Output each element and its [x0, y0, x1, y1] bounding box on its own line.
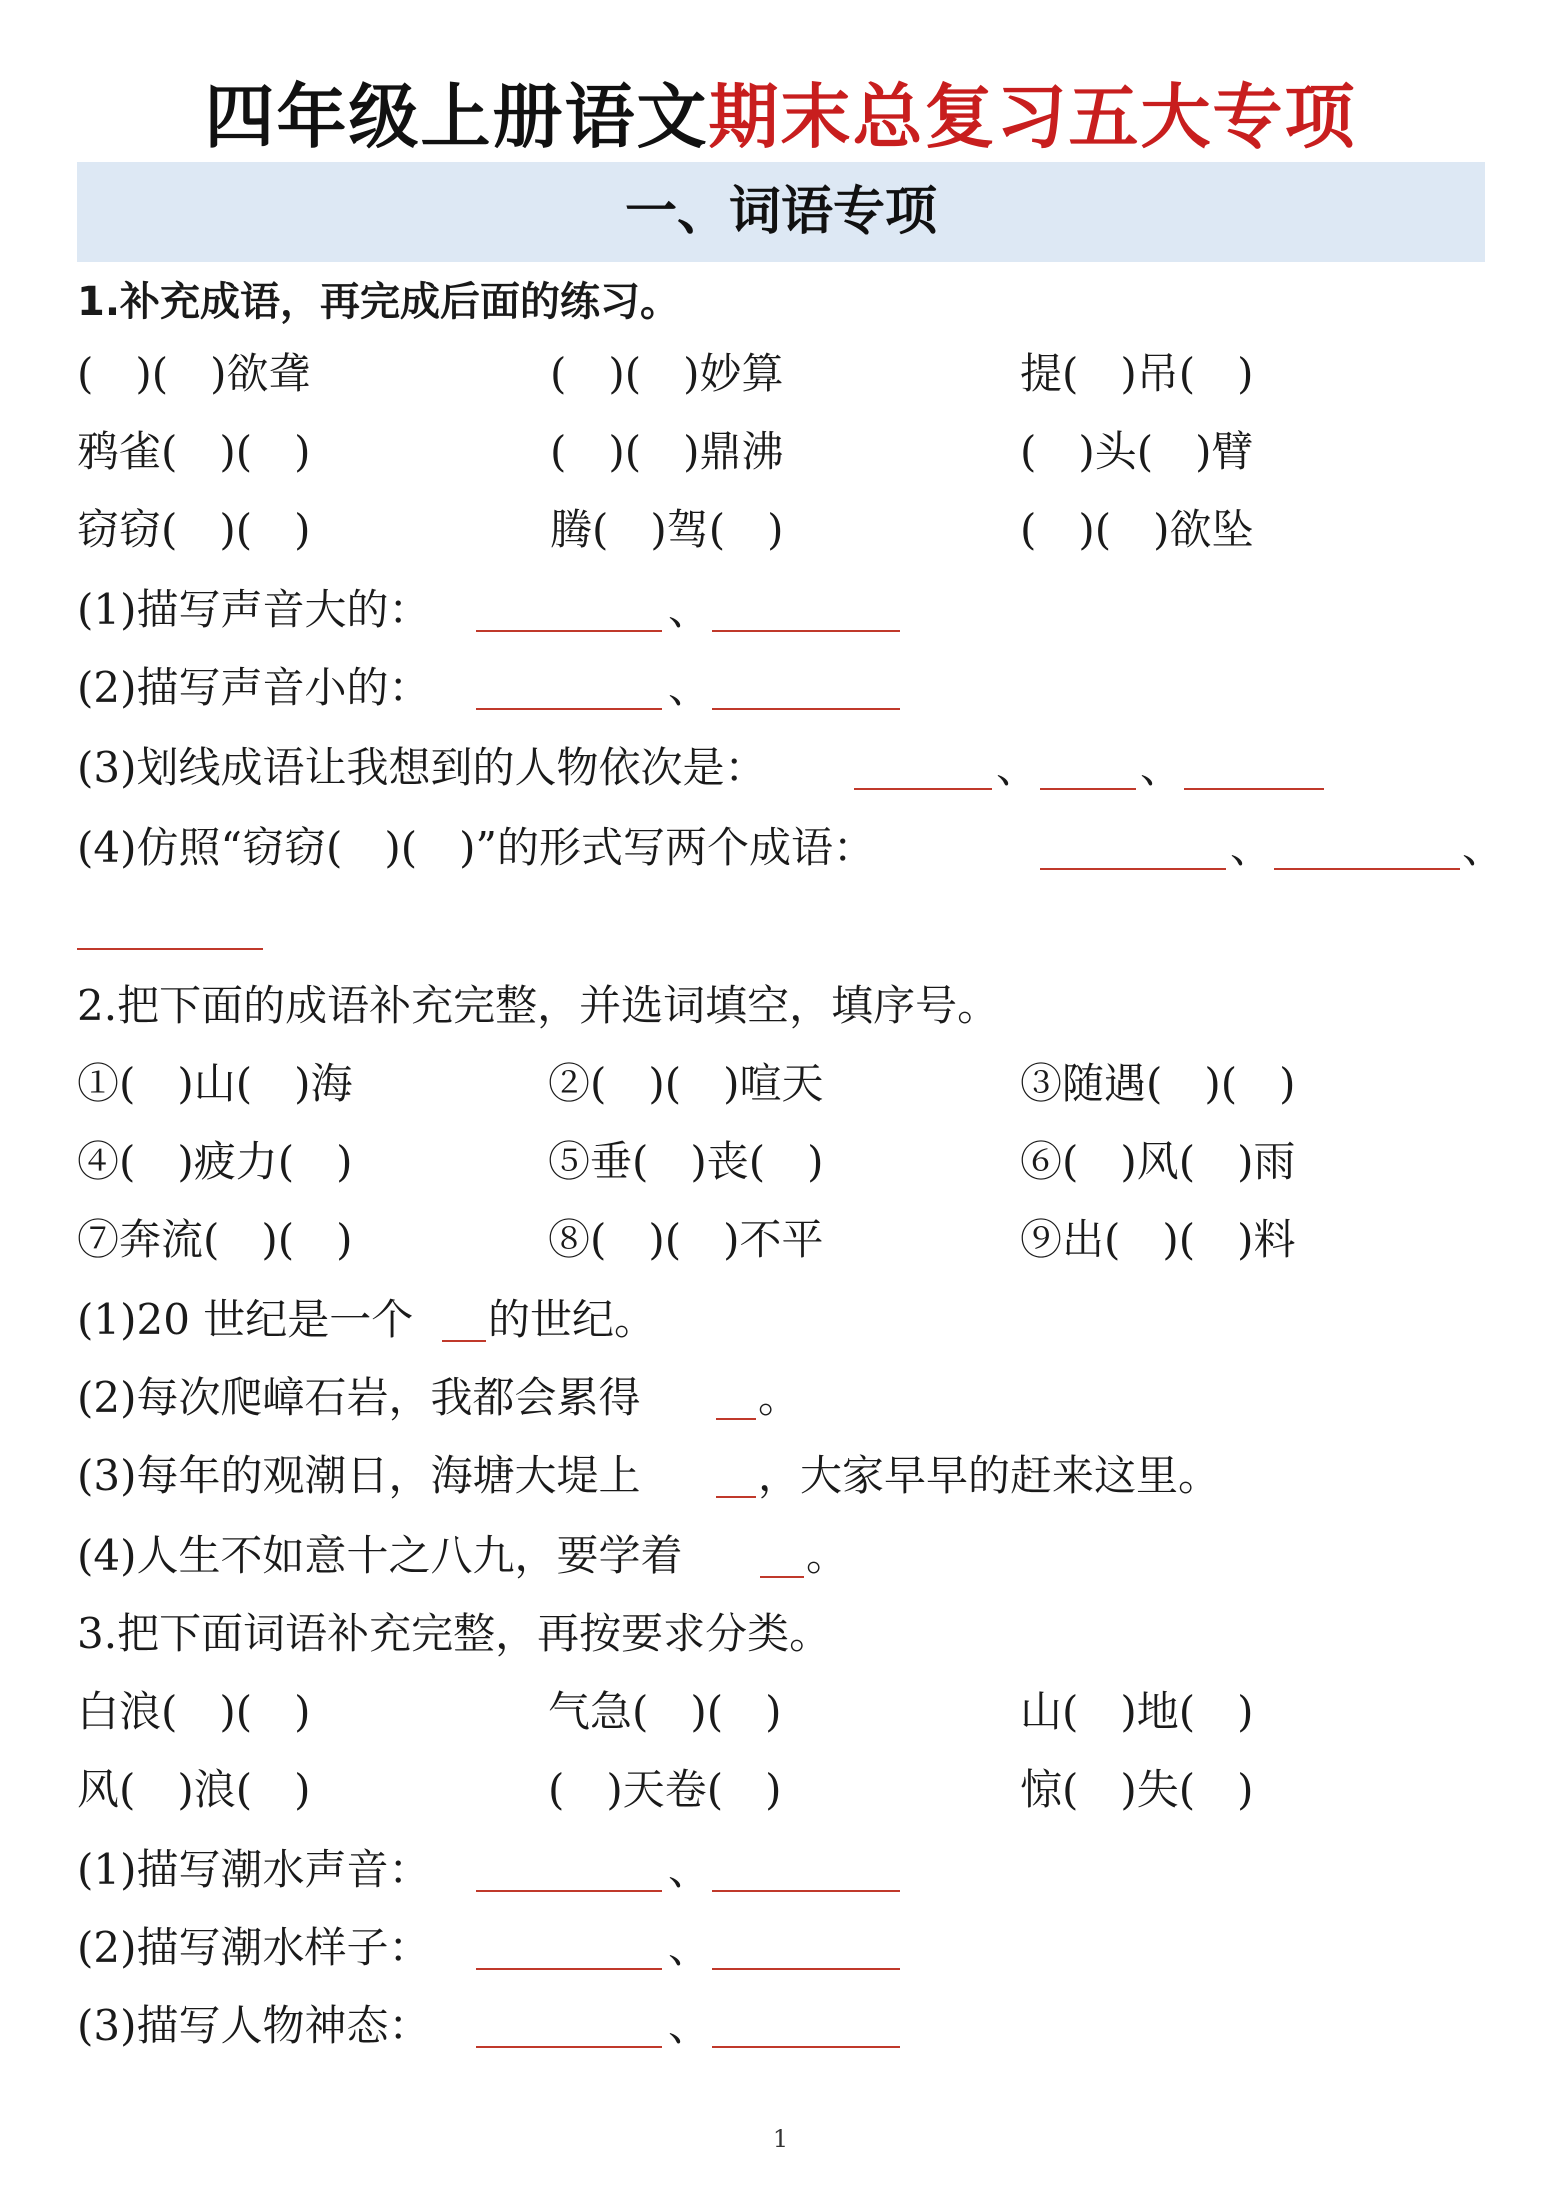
q2-s4-blank[interactable] [760, 1576, 804, 1578]
q1-sub2-blank-2[interactable] [712, 708, 900, 710]
q1-sub2-label: (2)描写声音小的： [77, 663, 431, 712]
q2-idiom-r3c1: ⑦奔流( )( ) [77, 1215, 353, 1264]
q3-idiom-r1c1: 白浪( )( ) [77, 1687, 311, 1736]
q3-sub3-blank-2[interactable] [712, 2046, 900, 2048]
q1-sub4-sep-1: 、 [1230, 823, 1273, 872]
q3-sub2-sep: 、 [668, 1923, 711, 1972]
page-title [0, 72, 1561, 162]
q1-sub3-blank-3[interactable] [1184, 788, 1324, 790]
q1-idiom-r1c2: ( )( )妙算 [550, 349, 784, 398]
q1-sub1-label: (1)描写声音大的： [77, 585, 431, 634]
q2-s1-suffix: 的世纪。 [488, 1295, 657, 1344]
section-header-band [77, 162, 1485, 262]
q1-idiom-r1c3: 提( )吊( ) [1020, 349, 1254, 398]
q3-sub1-sep: 、 [668, 1845, 711, 1894]
q3-heading: 3.把下面词语补充完整，再按要求分类。 [77, 1609, 832, 1658]
q3-sub3-label: (3)描写人物神态： [77, 2001, 431, 2050]
q3-sub3-blank-1[interactable] [476, 2046, 662, 2048]
q2-s2-prefix: (2)每次爬嶂石岩，我都会累得 [77, 1373, 641, 1422]
q2-s4-suffix: 。 [806, 1531, 849, 1580]
q3-idiom-r2c2: ( )天卷( ) [548, 1765, 782, 1814]
q1-idiom-r1c1: ( )( )欲聋 [77, 349, 311, 398]
q1-sub4-blank-2[interactable] [1274, 868, 1460, 870]
q2-idiom-r2c1: ④( )疲力( ) [77, 1137, 353, 1186]
q2-idiom-r1c2: ②( )( )喧天 [548, 1059, 824, 1108]
section-title: 一、词语专项 [624, 182, 937, 242]
q1-sub1-blank-1[interactable] [476, 630, 662, 632]
q1-heading: 1.补充成语，再完成后面的练习。 [77, 279, 681, 325]
q3-sub2-label: (2)描写潮水样子： [77, 1923, 431, 1972]
q3-idiom-r1c2: 气急( )( ) [548, 1687, 782, 1736]
q2-s3-suffix: ，大家早早的赶来这里。 [758, 1451, 1221, 1500]
q1-sub1-sep: 、 [668, 585, 711, 634]
q2-idiom-r2c2: ⑤垂( )丧( ) [548, 1137, 824, 1186]
q2-s1-prefix: (1)20 世纪是一个 [77, 1295, 414, 1344]
q3-sub3-sep: 、 [668, 2001, 711, 2050]
q2-s4-prefix: (4)人生不如意十之八九，要学着 [77, 1531, 683, 1580]
q1-idiom-r2c3: ( )头( )臂 [1020, 427, 1254, 476]
q2-s2-blank[interactable] [716, 1418, 756, 1420]
q3-sub1-label: (1)描写潮水声音： [77, 1845, 431, 1894]
title-part-red: 期末总复习五大专项 [708, 76, 1357, 158]
q2-heading: 2.把下面的成语补充完整，并选词填空，填序号。 [77, 981, 1000, 1030]
q1-sub4-label: (4)仿照“窃窃( )( )”的形式写两个成语： [77, 823, 875, 872]
q1-sub4-sep-2: 、 [1462, 823, 1505, 872]
q3-sub1-blank-2[interactable] [712, 1890, 900, 1892]
q1-sub4-blank-3[interactable] [77, 948, 263, 950]
q1-sub4-blank-1[interactable] [1040, 868, 1226, 870]
q1-sub1-blank-2[interactable] [712, 630, 900, 632]
title-part-black: 四年级上册语文 [204, 76, 709, 158]
q2-idiom-r1c1: ①( )山( )海 [77, 1059, 353, 1108]
q3-idiom-r2c1: 风( )浪( ) [77, 1765, 311, 1814]
q1-sub2-blank-1[interactable] [476, 708, 662, 710]
q1-idiom-r2c2: ( )( )鼎沸 [550, 427, 784, 476]
q2-idiom-r3c3: ⑨出( )( )料 [1020, 1215, 1296, 1264]
q1-idiom-r2c1: 鸦雀( )( ) [77, 427, 311, 476]
page-number: 1 [772, 2125, 789, 2153]
q2-idiom-r1c3: ③随遇( )( ) [1020, 1059, 1296, 1108]
q2-s2-suffix: 。 [758, 1373, 801, 1422]
q1-sub2-sep: 、 [668, 663, 711, 712]
q3-idiom-r1c3: 山( )地( ) [1020, 1687, 1254, 1736]
q2-s3-prefix: (3)每年的观潮日，海塘大堤上 [77, 1451, 641, 1500]
q1-sub3-blank-2[interactable] [1040, 788, 1136, 790]
q2-idiom-r2c3: ⑥( )风( )雨 [1020, 1137, 1296, 1186]
q1-idiom-r3c2: 腾( )驾( ) [550, 505, 784, 554]
q3-sub1-blank-1[interactable] [476, 1890, 662, 1892]
q1-sub3-blank-1[interactable] [854, 788, 992, 790]
q1-sub3-sep-2: 、 [1140, 743, 1183, 792]
q1-idiom-r3c3: ( )( )欲坠 [1020, 505, 1254, 554]
q3-sub2-blank-1[interactable] [476, 1968, 662, 1970]
q2-s1-blank[interactable] [442, 1340, 486, 1342]
q1-idiom-r3c1: 窃窃( )( ) [77, 505, 311, 554]
q3-sub2-blank-2[interactable] [712, 1968, 900, 1970]
q2-idiom-r3c2: ⑧( )( )不平 [548, 1215, 824, 1264]
q1-sub3-sep-1: 、 [996, 743, 1039, 792]
q3-idiom-r2c3: 惊( )失( ) [1020, 1765, 1254, 1814]
q2-s3-blank[interactable] [716, 1496, 756, 1498]
q1-sub3-label: (3)划线成语让我想到的人物依次是： [77, 743, 767, 792]
